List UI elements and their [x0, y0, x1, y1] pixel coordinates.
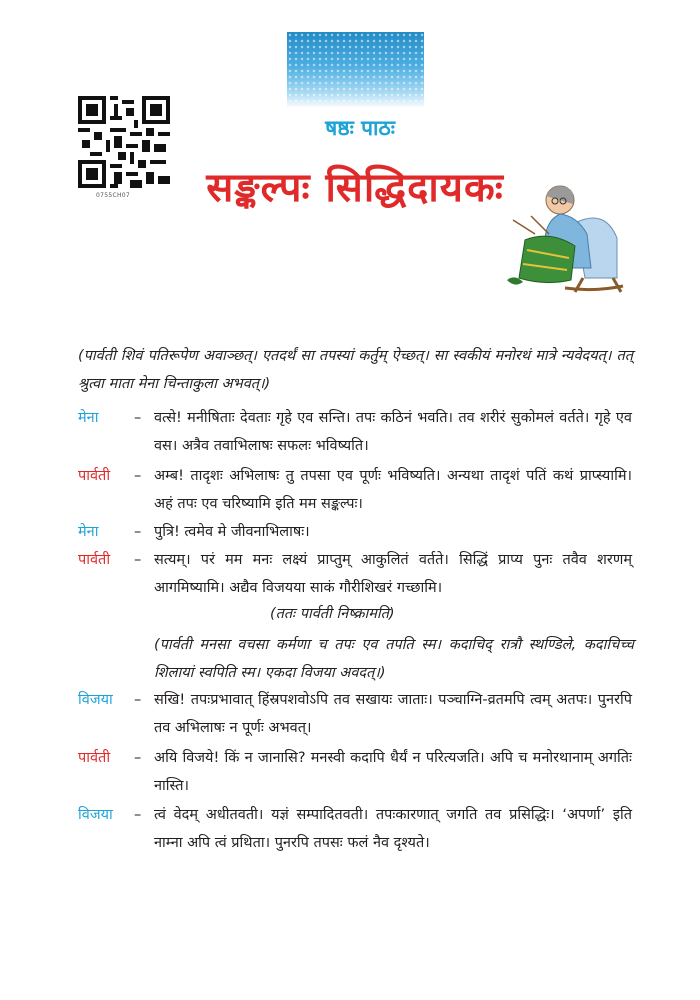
speaker-name: पार्वती	[78, 468, 111, 484]
dialogue-text: अयि विजये! किं न जानासि? मनस्वी कदापि धैर्यं न परित्यजति। अपि च मनोरथानाम् अगतिः नास्ति।	[154, 750, 632, 794]
speaker-dash: –	[134, 524, 142, 540]
speaker-name: विजया	[78, 692, 113, 708]
speaker-dash: –	[134, 410, 142, 426]
dialogue-text: सत्यम्। परं मम मनः लक्ष्यं प्राप्तुम् आकुलितं वर्तते। सिद्धिं प्राप्य पुनः तवैव शरणम् आगमिष्यामि। अद्यैव विजयया साकं गौरीशिखरं गच्छामि।	[154, 552, 632, 596]
stage-direction: (ततः पार्वती निष्क्रामति)	[270, 606, 395, 622]
speaker-dash: –	[134, 468, 142, 484]
speaker-dash: –	[134, 750, 142, 766]
intro-paragraph: (पार्वती शिवं पतिरूपेण अवाञ्छत्। एतदर्थं सा तपस्यां कर्तुम् ऐच्छत्। सा स्वकीयं मनोरथं मात्रे न्यवेदयत्। तत् श्रुत्वा माता मेना चिन्ताकुला अभवत्।)	[78, 348, 633, 392]
dialogue-text: वत्से! मनीषिताः देवताः गृहे एव सन्ति। तपः कठिनं भवति। तव शरीरं सुकोमलं वर्तते। गृहे एव वस। अत्रैव तवाभिलाषः सफलः भविष्यति।	[154, 410, 632, 454]
speaker-name: पार्वती	[78, 750, 111, 766]
stage-direction-narration: (पार्वती मनसा वचसा कर्मणा च तपः एव तपति स्म। कदाचिद् रात्रौ स्थण्डिले, कदाचिच्च शिलायां स्वपिति स्म। एकदा विजया अवदत्।)	[154, 637, 634, 681]
dialogue-text: अम्ब! तादृशः अभिलाषः तु तपसा एव पूर्णः भविष्यति। अन्यथा तादृशं पतिं कथं प्राप्स्यामि। अहं तपः एव चरिष्यामि इति मम सङ्कल्पः।	[154, 468, 632, 512]
speaker-dash: –	[134, 552, 142, 568]
lesson-number: षष्ठः पाठः	[325, 116, 395, 140]
dialogue-text: पुत्रि! त्वमेव मे जीवनाभिलाषः।	[154, 524, 310, 540]
dialogue-text: सखि! तपःप्रभावात् हिंस्रपशवोऽपि तव सखायः जाताः। पञ्चाग्नि-व्रतमपि त्वम् अतपः। पुनरपि तव अभिलाषः न पूर्णः अभवत्।	[154, 692, 632, 736]
speaker-name: मेना	[78, 524, 99, 540]
header-banner	[287, 32, 424, 108]
speaker-name: मेना	[78, 410, 99, 426]
speaker-name: विजया	[78, 807, 113, 823]
qr-code[interactable]	[78, 96, 170, 188]
speaker-dash: –	[134, 692, 142, 708]
qr-code-id: 0755CH07	[96, 192, 131, 199]
speaker-name: पार्वती	[78, 552, 111, 568]
woman-knitting-illustration	[505, 168, 625, 293]
speaker-dash: –	[134, 807, 142, 823]
lesson-title: सङ्कल्पः सिद्धिदायकः	[206, 165, 504, 211]
dialogue-text: त्वं वेदम् अधीतवती। यज्ञं सम्पादितवती। तपःकारणात् जगति तव प्रसिद्धिः। ‘अपर्णा’ इति नाम्ना अपि त्वं प्रथिता। पुनरपि तपसः फलं नैव दृश्यते।	[154, 807, 632, 851]
